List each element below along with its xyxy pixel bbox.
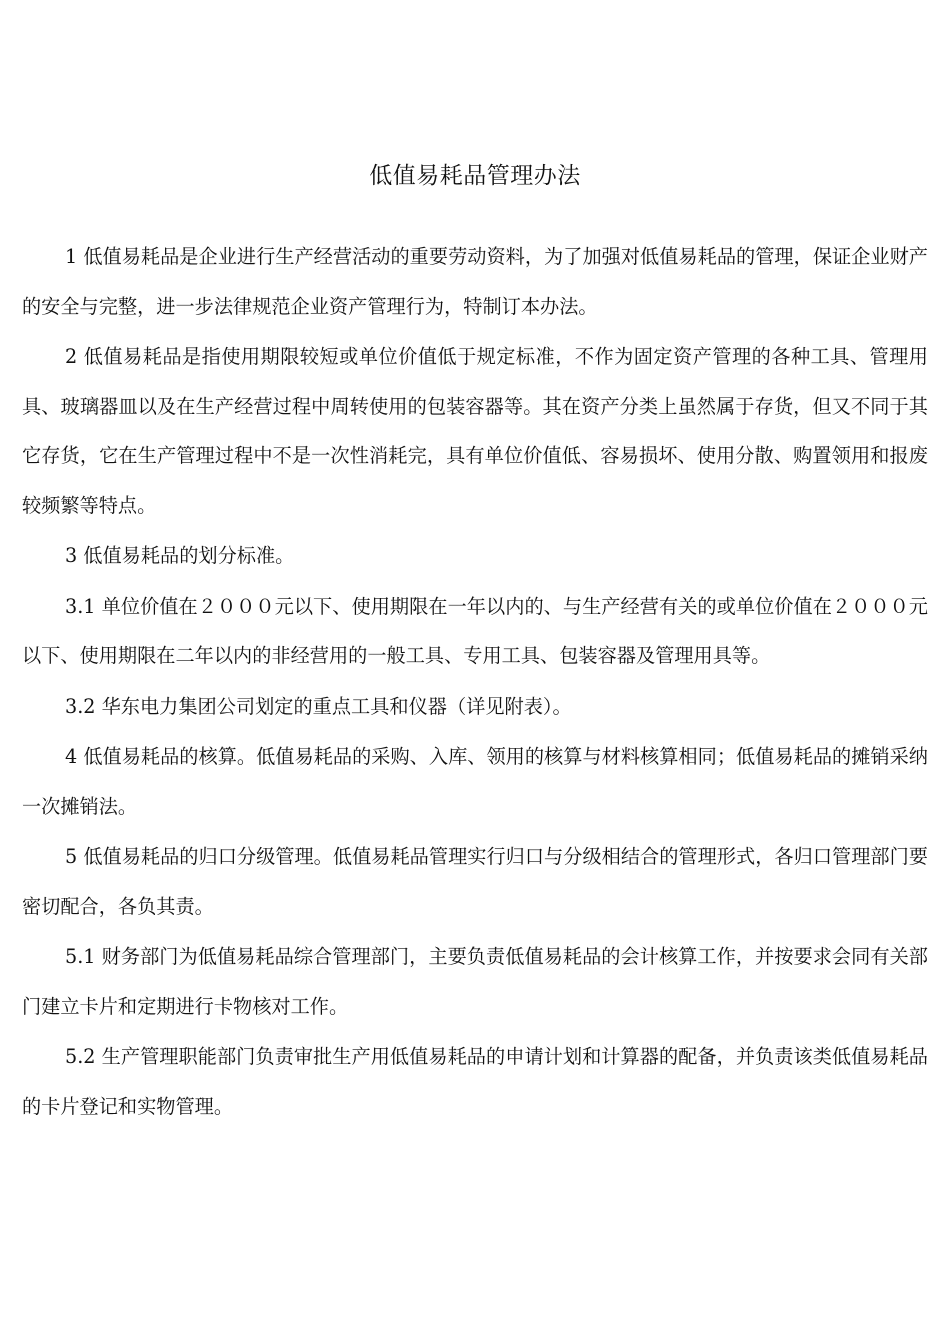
paragraph-5-1: 5.1 财务部门为低值易耗品综合管理部门，主要负责低值易耗品的会计核算工作，并按要求会同有关部门建立卡片和定期进行卡物核对工作。: [22, 945, 928, 1018]
paragraph-5-2: 5.2 生产管理职能部门负责审批生产用低值易耗品的申请计划和计算器的配备，并负责该类低值易耗品的卡片登记和实物管理。: [22, 1045, 928, 1118]
paragraph-4: 4 低值易耗品的核算。低值易耗品的采购、入库、领用的核算与材料核算相同；低值易耗品的摊销采纳一次摊销法。: [22, 745, 928, 818]
paragraph-3-1: 3.1 单位价值在２０００元以下、使用期限在一年以内的、与生产经营有关的或单位价值在２０００元以下、使用期限在二年以内的非经营用的一般工具、专用工具、包装容器及管理用具等。: [22, 594, 928, 667]
paragraph-5: 5 低值易耗品的归口分级管理。低值易耗品管理实行归口与分级相结合的管理形式，各归口管理部门要密切配合，各负其责。: [22, 845, 928, 918]
document-body: [22, 232, 928, 1132]
paragraph-2: 2 低值易耗品是指使用期限较短或单位价值低于规定标准，不作为固定资产管理的各种工具、管理用具、玻璃器皿以及在生产经营过程中周转使用的包装容器等。其在资产分类上虽然属于存货，但又不同于其它存货，它在生产管理过程中不是一次性消耗完，具有单位价值低、容易损坏、使用分散、购置领用和报废较频繁等特点。: [22, 345, 928, 517]
paragraph-3: 3 低值易耗品的划分标准。: [65, 544, 295, 567]
document-title: 低值易耗品管理办法: [369, 163, 581, 189]
paragraph-3-2: 3.2 华东电力集团公司划定的重点工具和仪器（详见附表）。: [65, 694, 572, 718]
paragraph-1: 1 低值易耗品是企业进行生产经营活动的重要劳动资料，为了加强对低值易耗品的管理，保证企业财产的安全与完整，进一步法律规范企业资产管理行为，特制订本办法。: [22, 245, 928, 318]
